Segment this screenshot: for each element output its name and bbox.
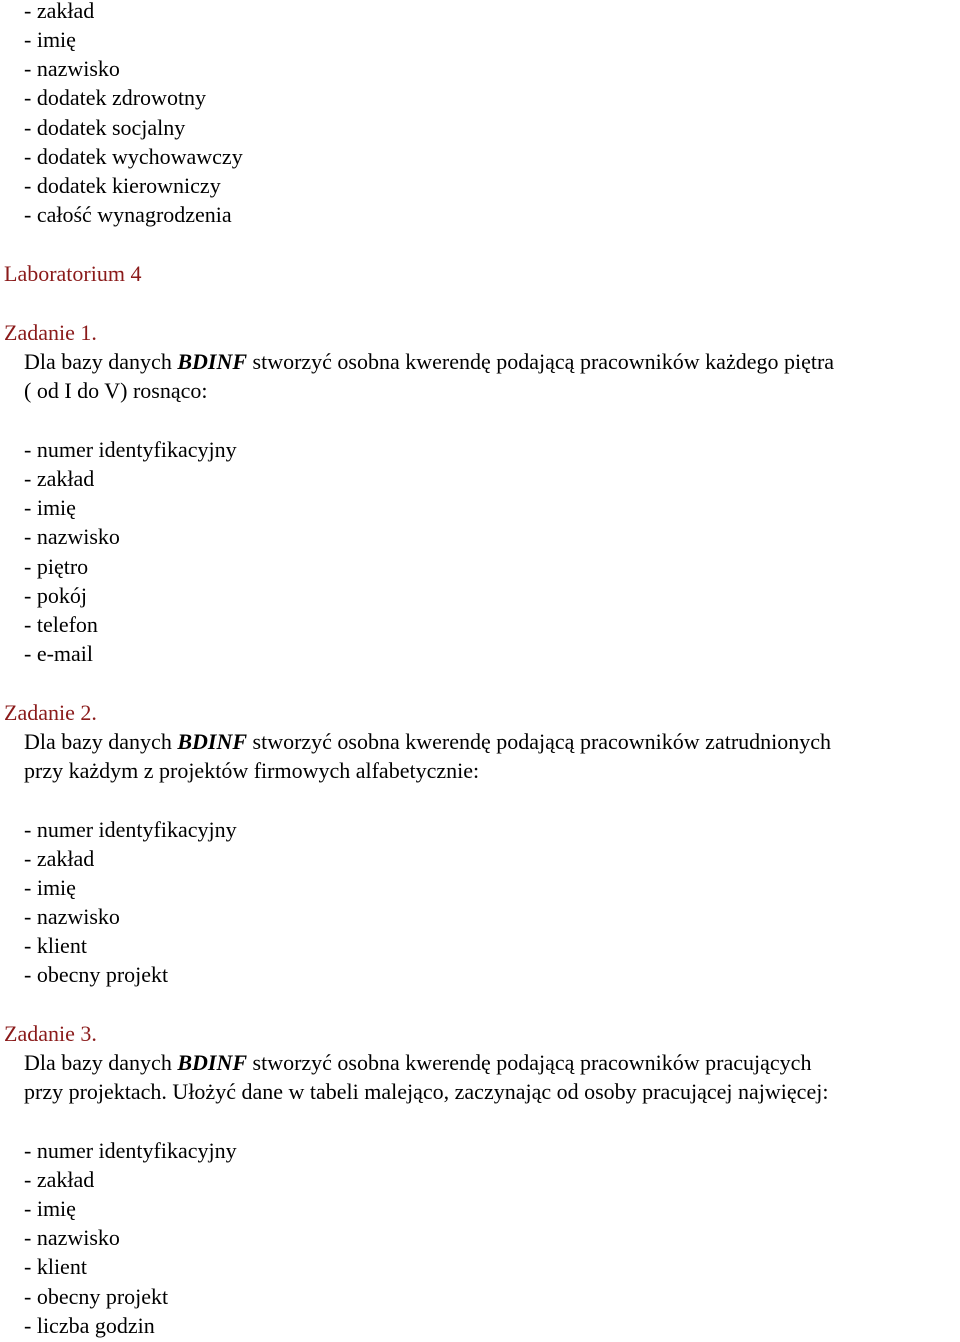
list-item: - klient (24, 933, 87, 958)
lab-heading: Laboratorium 4 (4, 261, 142, 286)
list-item: - imię (24, 875, 76, 900)
list-item: - całość wynagrodzenia (24, 202, 232, 227)
task3-description-line1 (24, 1048, 811, 1077)
list-item: - nazwisko (24, 56, 120, 81)
task1-db-name: BDINF (177, 349, 248, 374)
list-item: - imię (24, 27, 76, 52)
list-item: - telefon (24, 612, 98, 637)
task3-title: Zadanie 3. (4, 1021, 97, 1046)
list-item: - dodatek kierowniczy (24, 173, 221, 198)
list-item: - zakład (24, 0, 95, 23)
task1-text-prefix: Dla bazy danych (24, 349, 178, 374)
list-item: - nazwisko (24, 1225, 120, 1250)
task3-text-prefix: Dla bazy danych (24, 1050, 178, 1075)
list-item: - numer identyfikacyjny (24, 817, 237, 842)
list-item: - piętro (24, 554, 89, 579)
task1-title: Zadanie 1. (4, 320, 97, 345)
list-item: - dodatek wychowawczy (24, 144, 243, 169)
list-item: - nazwisko (24, 524, 120, 549)
list-item: - obecny projekt (24, 962, 169, 987)
task2-description-line2: przy każdym z projektów firmowych alfabetycznie: (24, 758, 480, 783)
task1-text-suffix: stworzyć osobna kwerendę podającą pracowników każdego piętra (247, 349, 835, 374)
list-item: - zakład (24, 1167, 95, 1192)
list-item: - liczba godzin (24, 1313, 155, 1338)
list-item: - imię (24, 1196, 76, 1221)
list-item: - numer identyfikacyjny (24, 1138, 237, 1163)
task3-text-suffix: stworzyć osobna kwerendę podającą pracowników pracujących (247, 1050, 812, 1075)
list-item: - imię (24, 495, 76, 520)
task3-db-name: BDINF (177, 1050, 248, 1075)
list-item: - obecny projekt (24, 1284, 169, 1309)
task2-text-suffix: stworzyć osobna kwerendę podającą pracowników zatrudnionych (247, 729, 832, 754)
task1-description-line1 (24, 347, 834, 376)
list-item: - numer identyfikacyjny (24, 437, 237, 462)
list-item: - nazwisko (24, 904, 120, 929)
list-item: - dodatek zdrowotny (24, 85, 207, 110)
task1-description-line2: ( od I do V) rosnąco: (24, 378, 208, 403)
task3-description-line2: przy projektach. Ułożyć dane w tabeli malejąco, zaczynając od osoby pracującej najwięcej: (24, 1079, 829, 1104)
task2-description-line1 (24, 727, 831, 756)
list-item: - pokój (24, 583, 87, 608)
list-item: - dodatek socjalny (24, 115, 186, 140)
list-item: - e-mail (24, 641, 94, 666)
task2-title: Zadanie 2. (4, 700, 97, 725)
task2-db-name: BDINF (177, 729, 248, 754)
task2-text-prefix: Dla bazy danych (24, 729, 178, 754)
list-item: - klient (24, 1254, 87, 1279)
list-item: - zakład (24, 846, 95, 871)
list-item: - zakład (24, 466, 95, 491)
